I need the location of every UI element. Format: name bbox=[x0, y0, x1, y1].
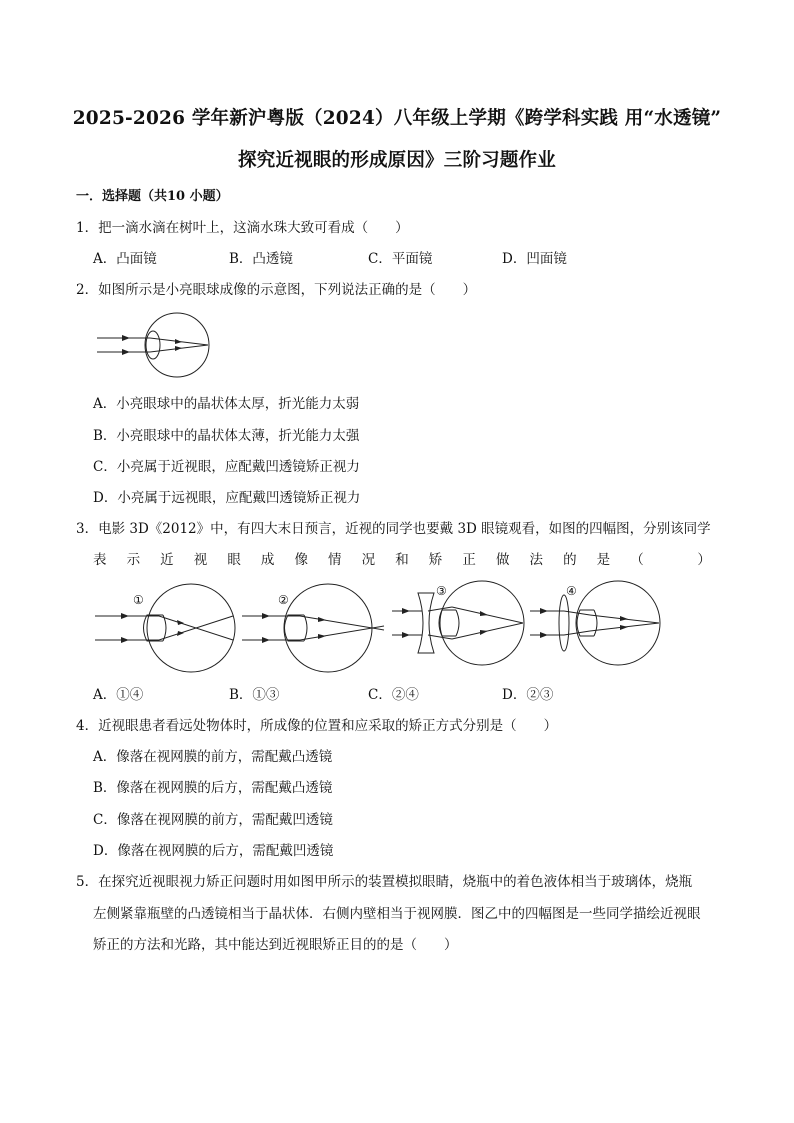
stem-char: ） bbox=[697, 552, 711, 568]
stem-char: 示 bbox=[126, 552, 141, 568]
section-heading: 一．选择题（共10 小题） bbox=[76, 189, 229, 204]
question-2-option-c: C．小亮属于近视眼，应配戴凹透镜矫正视力 bbox=[93, 459, 360, 475]
eye-figure-1 bbox=[93, 585, 243, 675]
stem-char: 表 bbox=[93, 552, 107, 568]
eye-figure-4 bbox=[528, 580, 668, 670]
question-3-option-c: C．②④ bbox=[368, 687, 419, 703]
question-4-option-c: C．像落在视网膜的前方，需配戴凹透镜 bbox=[93, 812, 333, 828]
question-5-stem-line1: 5．在探究近视眼视力矫正问题时用如图甲所示的装置模拟眼睛，烧瓶中的着色液体相当于玻璃体，烧瓶 bbox=[76, 874, 693, 890]
question-3-stem-line1: 3．电影 3D《2012》中，有四大末日预言，近视的同学也要戴 3D 眼镜观看，如图的四幅图，分别该同学 bbox=[76, 521, 711, 537]
document-title-line1: 2025-2026 学年新沪粤版（2024）八年级上学期《跨学科实践 用“水透镜” bbox=[72, 108, 722, 129]
question-1-stem: 1．把一滴水滴在树叶上，这滴水珠大致可看成（ ） bbox=[76, 220, 409, 236]
figure-label-2: ② bbox=[278, 593, 289, 607]
stem-char: 成 bbox=[260, 552, 275, 568]
question-2-option-a: A．小亮眼球中的晶状体太厚，折光能力太弱 bbox=[93, 396, 360, 412]
stem-char: 和 bbox=[395, 552, 409, 568]
question-2-option-d: D．小亮属于远视眼，应配戴凹透镜矫正视力 bbox=[93, 490, 361, 506]
stem-char: 况 bbox=[361, 552, 376, 568]
figure-label-3: ③ bbox=[436, 584, 447, 598]
question-1-option-b: B．凸透镜 bbox=[229, 251, 293, 267]
stem-char: 矫 bbox=[428, 552, 443, 568]
question-4-option-d: D．像落在视网膜的后方，需配戴凹透镜 bbox=[93, 843, 334, 859]
question-5-stem-line3: 矫正的方法和光路，其中能达到近视眼矫正目的的是（ ） bbox=[93, 937, 458, 953]
question-4-option-a: A．像落在视网膜的前方，需配戴凸透镜 bbox=[93, 749, 333, 765]
question-3-stem-line2 bbox=[93, 548, 711, 568]
question-1-option-a: A．凸面镜 bbox=[93, 251, 157, 267]
stem-char: 做 bbox=[495, 552, 510, 568]
question-5-stem-line2: 左侧紧靠瓶壁的凸透镜相当于晶状体．右侧内壁相当于视网膜．图乙中的四幅图是一些同学描绘近视眼 bbox=[93, 906, 701, 922]
question-3-option-a: A．①④ bbox=[93, 687, 144, 703]
stem-char: 眼 bbox=[227, 552, 241, 568]
document-title-line2: 探究近视眼的形成原因》三阶习题作业 bbox=[238, 150, 556, 171]
figure-label-1: ① bbox=[133, 593, 144, 607]
stem-char: 情 bbox=[328, 552, 342, 568]
question-2-option-b: B．小亮眼球中的晶状体太薄，折光能力太强 bbox=[93, 428, 360, 444]
question-3-option-d: D．②③ bbox=[502, 687, 554, 703]
question-3-option-b: B．①③ bbox=[229, 687, 280, 703]
stem-char bbox=[664, 548, 678, 568]
question-4-option-b: B．像落在视网膜的后方，需配戴凸透镜 bbox=[93, 780, 333, 796]
question-1-option-d: D．凹面镜 bbox=[502, 251, 567, 267]
question-2-stem: 2．如图所示是小亮眼球成像的示意图，下列说法正确的是（ ） bbox=[76, 282, 477, 298]
eye-figure-2 bbox=[240, 585, 390, 675]
stem-char: 视 bbox=[193, 552, 208, 568]
question-1-option-c: C．平面镜 bbox=[368, 251, 433, 267]
stem-char: 是 bbox=[596, 552, 611, 568]
stem-char: 近 bbox=[160, 552, 174, 568]
stem-char: 像 bbox=[294, 552, 308, 568]
stem-char: 正 bbox=[462, 552, 476, 568]
eye-figure-3 bbox=[390, 580, 530, 670]
eye-diagram-q2 bbox=[95, 312, 215, 382]
figure-label-4: ④ bbox=[566, 584, 577, 598]
question-4-stem: 4．近视眼患者看远处物体时，所成像的位置和应采取的矫正方式分别是（ ） bbox=[76, 718, 558, 734]
stem-char: （ bbox=[630, 552, 644, 568]
stem-char: 的 bbox=[563, 552, 577, 568]
stem-char: 法 bbox=[529, 552, 544, 568]
